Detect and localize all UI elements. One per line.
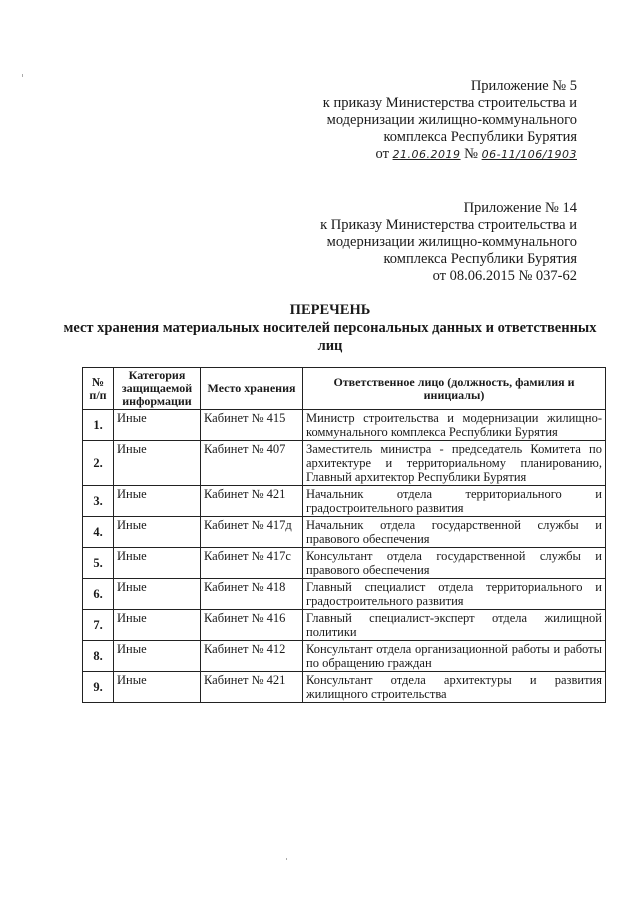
- row-number: 4.: [83, 517, 114, 548]
- storage-table: [82, 367, 606, 703]
- row-responsible: Начальник отдела территориального и градостроительного развития: [303, 486, 606, 517]
- row-number: 9.: [83, 672, 114, 703]
- appendix-5-header: [280, 78, 577, 163]
- row-place: Кабинет № 417с: [201, 548, 303, 579]
- table-row: [83, 441, 606, 486]
- row-number: 6.: [83, 579, 114, 610]
- handwritten-date: 21.06.2019: [392, 148, 461, 161]
- table-row: [83, 548, 606, 579]
- row-responsible: Консультант отдела организационной работы и работы по обращению граждан: [303, 641, 606, 672]
- appendix-5-order-line: к приказу Министерства строительства и: [322, 95, 577, 111]
- row-number: 2.: [83, 441, 114, 486]
- appendix-14-header: [280, 200, 577, 285]
- appendix-14-ministry-line: модернизации жилищно-коммунального: [326, 234, 577, 250]
- appendix-5-date-line: [280, 146, 577, 163]
- header-category: Категория защищаемой информации: [114, 368, 201, 410]
- appendix-14-order-line: к Приказу Министерства строительства и: [320, 217, 577, 233]
- row-place: Кабинет № 418: [201, 579, 303, 610]
- row-category: Иные: [114, 517, 201, 548]
- row-category: Иные: [114, 641, 201, 672]
- row-category: Иные: [114, 410, 201, 441]
- table-row: [83, 610, 606, 641]
- row-number: 5.: [83, 548, 114, 579]
- table-row: [83, 579, 606, 610]
- row-number: 8.: [83, 641, 114, 672]
- table-row: [83, 641, 606, 672]
- row-responsible: Главный специалист-эксперт отдела жилищной политики: [303, 610, 606, 641]
- row-number: 7.: [83, 610, 114, 641]
- row-category: Иные: [114, 441, 201, 486]
- document-title: ПЕРЕЧЕНЬ: [289, 302, 371, 318]
- table-row: [83, 672, 606, 703]
- row-responsible: Консультант отдела архитектуры и развития жилищного строительства: [303, 672, 606, 703]
- number-prefix: №: [464, 146, 478, 162]
- scan-mark: [286, 858, 287, 860]
- handwritten-number: 06-11/106/1903: [481, 148, 577, 161]
- row-responsible: Консультант отдела государственной службы и правового обеспечения: [303, 548, 606, 579]
- appendix-14-date-line: от 08.06.2015 № 037-62: [432, 268, 577, 284]
- document-subtitle: мест хранения материальных носителей персональных данных и ответственных лиц: [63, 320, 597, 354]
- row-category: Иные: [114, 610, 201, 641]
- table-row: [83, 517, 606, 548]
- table-row: [83, 486, 606, 517]
- table-header-row: [83, 368, 606, 410]
- date-prefix: от: [375, 146, 389, 162]
- appendix-14-republic-line: комплекса Республики Бурятия: [383, 251, 577, 267]
- row-responsible: Министр строительства и модернизации жилищно-коммунального комплекса Республики Бурятия: [303, 410, 606, 441]
- header-place: Место хранения: [201, 368, 303, 410]
- row-category: Иные: [114, 548, 201, 579]
- row-responsible: Заместитель министра - председатель Комитета по архитектуре и территориальному планированию, Главный архитектор Республики Бурятия: [303, 441, 606, 486]
- row-place: Кабинет № 415: [201, 410, 303, 441]
- row-place: Кабинет № 407: [201, 441, 303, 486]
- row-category: Иные: [114, 672, 201, 703]
- appendix-5-republic-line: комплекса Республики Бурятия: [383, 129, 577, 145]
- row-place: Кабинет № 421: [201, 486, 303, 517]
- table-row: [83, 410, 606, 441]
- appendix-14-title: Приложение № 14: [463, 200, 577, 216]
- row-category: Иные: [114, 579, 201, 610]
- row-place: Кабинет № 417д: [201, 517, 303, 548]
- row-responsible: Начальник отдела государственной службы и правового обеспечения: [303, 517, 606, 548]
- appendix-5-ministry-line: модернизации жилищно-коммунального: [326, 112, 577, 128]
- appendix-5-title: Приложение № 5: [470, 78, 577, 94]
- row-number: 3.: [83, 486, 114, 517]
- row-place: Кабинет № 416: [201, 610, 303, 641]
- row-number: 1.: [83, 410, 114, 441]
- header-number: № п/п: [83, 368, 114, 410]
- row-place: Кабинет № 421: [201, 672, 303, 703]
- row-place: Кабинет № 412: [201, 641, 303, 672]
- row-category: Иные: [114, 486, 201, 517]
- header-responsible: Ответственное лицо (должность, фамилия и инициалы): [303, 368, 606, 410]
- scan-mark: [22, 74, 23, 77]
- row-responsible: Главный специалист отдела территориального и градостроительного развития: [303, 579, 606, 610]
